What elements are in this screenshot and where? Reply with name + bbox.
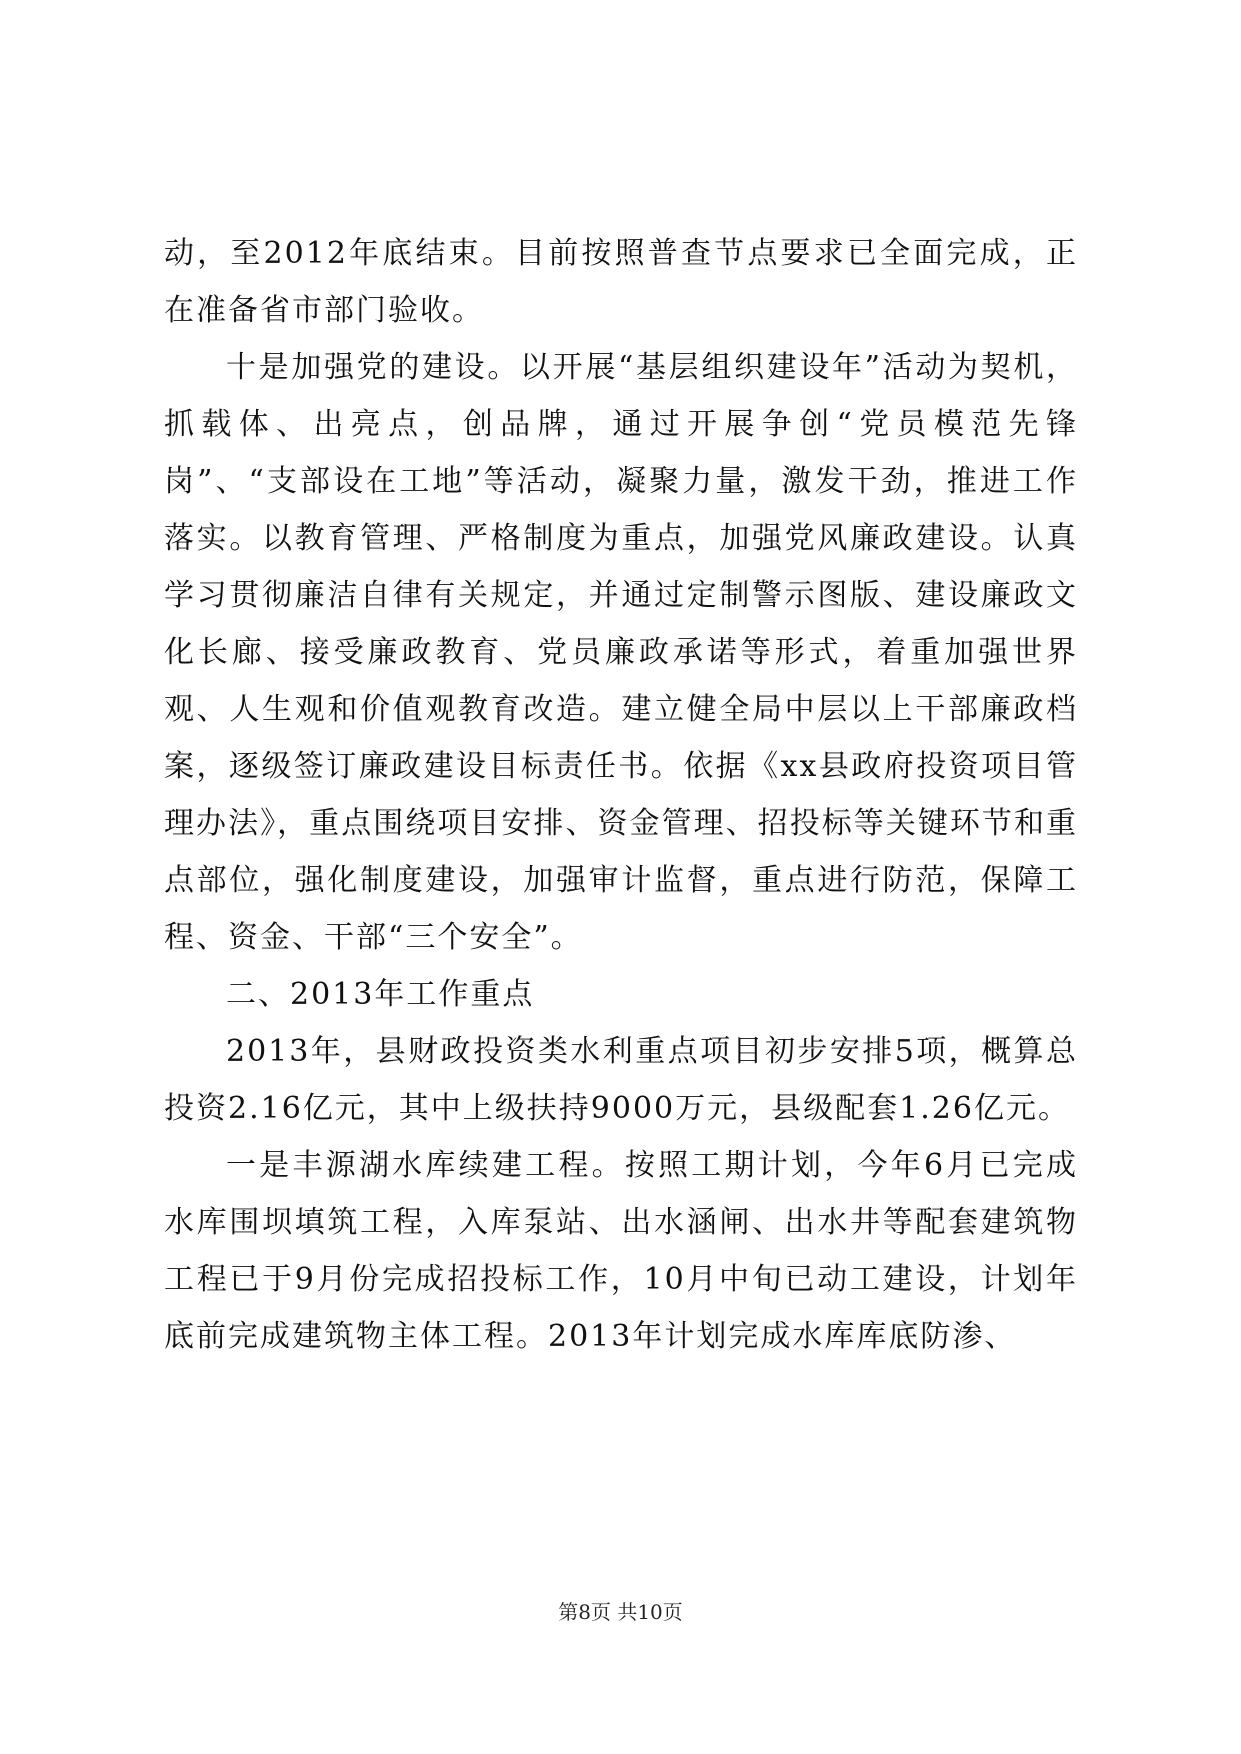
document-body bbox=[164, 225, 1078, 1365]
section-heading-2013-priorities: 二、2013年工作重点 bbox=[226, 977, 535, 1012]
paragraph-party-building: 十是加强党的建设。以开展“基层组织建设年”活动为契机，抓载体、出亮点，创品牌，通过开展争创“党员模范先锋岗”、“支部设在工地”等活动，凝聚力量，激发干劲，推进工作落实。以教育管理、严格制度为重点，加强党风廉政建设。认真学习贯彻廉洁自律有关规定，并通过定制警示图版、建设廉政文化长廊、接受廉政教育、党员廉政承诺等形式，着重加强世界观、人生观和价值观教育改造。建立健全局中层以上干部廉政档案，逐级签订廉政建设目标责任书。依据《xx县政府投资项目管理办法》，重点围绕项目安排、资金管理、招投标等关键环节和重点部位，强化制度建设，加强审计监督，重点进行防范，保障工程、资金、干部“三个安全”。 bbox=[164, 350, 1078, 955]
paragraph-continuation: 动，至2012年底结束。目前按照普查节点要求已全面完成，正在准备省市部门验收。 bbox=[164, 236, 1078, 328]
paragraph-reservoir-project: 一是丰源湖水库续建工程。按照工期计划，今年6月已完成水库围坝填筑工程，入库泵站、出水涵闸、出水井等配套建筑物工程已于9月份完成招投标工作，10月中旬已动工建设，计划年底前完成建筑物主体工程。2013年计划完成水库库底防渗、 bbox=[164, 1148, 1078, 1354]
paragraph-2013-budget: 2013年，县财政投资类水利重点项目初步安排5项，概算总投资2.16亿元，其中上级扶持9000万元，县级配套1.26亿元。 bbox=[164, 1034, 1078, 1126]
page-footer: 第8页 共10页 bbox=[558, 1600, 683, 1624]
